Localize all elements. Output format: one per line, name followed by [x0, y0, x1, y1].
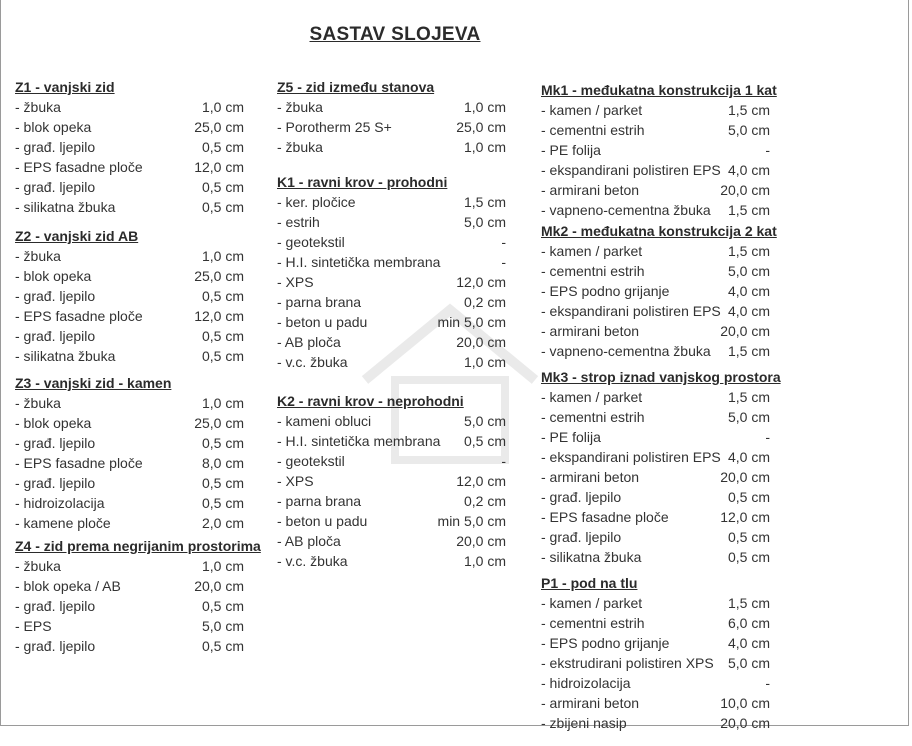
layer-row — [277, 471, 506, 491]
layer-row — [277, 451, 506, 471]
layer-thickness: 0,5 cm — [201, 475, 244, 491]
layer-thickness: - — [765, 675, 770, 691]
layer-row — [15, 433, 244, 453]
layer-material: - kamen / parket — [541, 102, 643, 118]
layer-thickness: 1,5 cm — [727, 202, 770, 218]
layer-thickness: 0,5 cm — [201, 598, 244, 614]
layer-thickness: 25,0 cm — [194, 415, 244, 431]
layer-thickness: 0,5 cm — [463, 433, 506, 449]
layer-material: - kamen / parket — [541, 389, 643, 405]
layer-row — [15, 346, 244, 366]
layer-thickness: 12,0 cm — [194, 308, 244, 324]
page-title: SASTAV SLOJEVA — [309, 24, 481, 45]
section-title: K1 - ravni krov - prohodni — [277, 174, 448, 190]
layer-row — [541, 653, 770, 673]
layer-row — [541, 693, 770, 713]
layer-row — [541, 180, 770, 200]
layer-section — [15, 227, 244, 366]
layer-row — [15, 556, 244, 576]
layer-material: - blok opeka — [15, 119, 92, 135]
layer-material: - kamene ploče — [15, 515, 111, 531]
layer-row — [541, 261, 770, 281]
layer-row — [541, 427, 770, 447]
layer-row — [277, 491, 506, 511]
layer-thickness: 20,0 cm — [720, 182, 770, 198]
layer-thickness: - — [765, 429, 770, 445]
layer-thickness: 1,0 cm — [463, 553, 506, 569]
layer-thickness: 4,0 cm — [727, 303, 770, 319]
layer-row — [277, 511, 506, 531]
layer-material: - v.c. žbuka — [277, 553, 348, 569]
layer-row — [15, 177, 244, 197]
layer-thickness: 6,0 cm — [727, 615, 770, 631]
layer-section — [541, 81, 777, 220]
layer-thickness: 0,5 cm — [201, 435, 244, 451]
layer-material: - armirani beton — [541, 695, 640, 711]
layer-material: - hidroizolacija — [15, 495, 105, 511]
layer-thickness: 1,0 cm — [201, 558, 244, 574]
layer-material: - EPS — [15, 618, 52, 634]
layer-row — [15, 306, 244, 326]
layer-material: - armirani beton — [541, 323, 640, 339]
layer-material: - geotekstil — [277, 234, 345, 250]
section-title: Z1 - vanjski zid — [15, 79, 115, 95]
layer-row — [277, 551, 506, 571]
layer-material: - armirani beton — [541, 182, 640, 198]
layer-row — [15, 137, 244, 157]
layer-row — [541, 387, 770, 407]
layer-row — [15, 513, 244, 533]
layer-material: - silikatna žbuka — [541, 549, 642, 565]
layer-material: - zbijeni nasip — [541, 715, 627, 731]
layer-row — [541, 527, 770, 547]
layer-row — [541, 487, 770, 507]
layer-row — [15, 97, 244, 117]
layer-material: - građ. ljepilo — [15, 435, 96, 451]
layer-thickness: 0,5 cm — [201, 348, 244, 364]
layer-thickness: 1,0 cm — [463, 99, 506, 115]
layer-row — [541, 321, 770, 341]
layer-row — [277, 212, 506, 232]
layer-thickness: 12,0 cm — [194, 159, 244, 175]
layer-thickness: 20,0 cm — [720, 715, 770, 731]
layer-material: - beton u padu — [277, 513, 368, 529]
layer-thickness: 0,2 cm — [463, 294, 506, 310]
layer-thickness: 0,5 cm — [201, 199, 244, 215]
layer-row — [541, 341, 770, 361]
layer-thickness: 1,5 cm — [727, 243, 770, 259]
layer-thickness: 0,5 cm — [201, 638, 244, 654]
layer-material: - građ. ljepilo — [15, 475, 96, 491]
layer-row — [541, 407, 770, 427]
layer-thickness: - — [501, 234, 506, 250]
layer-material: - građ. ljepilo — [15, 598, 96, 614]
layer-row — [15, 616, 244, 636]
layer-material: - žbuka — [15, 99, 61, 115]
layer-material: - vapneno-cementna žbuka — [541, 343, 711, 359]
layer-thickness: 5,0 cm — [463, 214, 506, 230]
layer-thickness: 1,5 cm — [727, 389, 770, 405]
layer-material: - ekspandirani polistiren EPS — [541, 449, 721, 465]
layer-row — [277, 312, 506, 332]
layer-thickness: 5,0 cm — [201, 618, 244, 634]
section-title: P1 - pod na tlu — [541, 575, 638, 591]
layer-material: - hidroizolacija — [541, 675, 631, 691]
layer-thickness: 0,5 cm — [201, 139, 244, 155]
layer-material: - kamen / parket — [541, 243, 643, 259]
layer-row — [277, 332, 506, 352]
layer-material: - žbuka — [15, 248, 61, 264]
layer-material: - silikatna žbuka — [15, 348, 116, 364]
layer-thickness: 20,0 cm — [720, 323, 770, 339]
layer-thickness: 4,0 cm — [727, 283, 770, 299]
layer-row — [15, 246, 244, 266]
layer-thickness: 0,2 cm — [463, 493, 506, 509]
layer-material: - silikatna žbuka — [15, 199, 116, 215]
section-title: Mk2 - međukatna konstrukcija 2 kat — [541, 223, 777, 239]
layer-material: - žbuka — [15, 558, 61, 574]
layer-section — [277, 78, 506, 157]
layer-section — [277, 173, 506, 372]
layer-material: - kamen / parket — [541, 595, 643, 611]
layer-row — [277, 137, 506, 157]
section-title: Z2 - vanjski zid AB — [15, 228, 139, 244]
layer-row — [541, 633, 770, 653]
layer-material: - kameni obluci — [277, 413, 372, 429]
layer-row — [541, 467, 770, 487]
layer-row — [541, 200, 770, 220]
layer-material: - armirani beton — [541, 469, 640, 485]
layer-thickness: 5,0 cm — [727, 409, 770, 425]
layer-row — [541, 447, 770, 467]
layer-material: - cementni estrih — [541, 263, 645, 279]
section-title: Z3 - vanjski zid - kamen — [15, 375, 172, 391]
layer-row — [15, 636, 244, 656]
layer-thickness: 8,0 cm — [201, 455, 244, 471]
layer-row — [277, 192, 506, 212]
layer-row — [15, 576, 244, 596]
layer-row — [277, 531, 506, 551]
layer-material: - građ. ljepilo — [15, 139, 96, 155]
layer-row — [541, 613, 770, 633]
layer-section — [15, 78, 244, 217]
layer-thickness: 0,5 cm — [201, 328, 244, 344]
layer-material: - parna brana — [277, 493, 362, 509]
layer-thickness: 4,0 cm — [727, 162, 770, 178]
layer-material: - EPS fasadne ploče — [15, 455, 143, 471]
layer-row — [15, 413, 244, 433]
layer-thickness: - — [501, 254, 506, 270]
layer-thickness: 1,0 cm — [463, 139, 506, 155]
layer-thickness: min 5,0 cm — [437, 513, 506, 529]
layer-thickness: 20,0 cm — [456, 533, 506, 549]
layer-material: - PE folija — [541, 429, 601, 445]
layer-thickness: 25,0 cm — [194, 268, 244, 284]
layer-row — [15, 393, 244, 413]
layer-row — [541, 160, 770, 180]
section-title: Z4 - zid prema negrijanim prostorima — [15, 538, 261, 554]
layer-material: - H.I. sintetička membrana — [277, 254, 441, 270]
layer-material: - XPS — [277, 473, 314, 489]
layer-section — [541, 368, 781, 567]
layer-material: - građ. ljepilo — [15, 638, 96, 654]
layer-row — [15, 197, 244, 217]
layer-thickness: - — [765, 142, 770, 158]
layer-material: - H.I. sintetička membrana — [277, 433, 441, 449]
layer-material: - Porotherm 25 S+ — [277, 119, 392, 135]
layer-thickness: 1,0 cm — [463, 354, 506, 370]
layer-material: - AB ploča — [277, 334, 341, 350]
layer-material: - ekspandirani polistiren EPS — [541, 303, 721, 319]
layer-material: - estrih — [277, 214, 320, 230]
layer-thickness: 25,0 cm — [194, 119, 244, 135]
layer-row — [541, 547, 770, 567]
layer-thickness: 0,5 cm — [201, 288, 244, 304]
layer-material: - EPS fasadne ploče — [15, 159, 143, 175]
layer-thickness: 12,0 cm — [720, 509, 770, 525]
layer-material: - blok opeka — [15, 415, 92, 431]
layer-row — [277, 232, 506, 252]
layer-material: - ekspandirani polistiren EPS — [541, 162, 721, 178]
layer-row — [15, 473, 244, 493]
section-title: K2 - ravni krov - neprohodni — [277, 393, 464, 409]
layer-section — [541, 222, 777, 361]
layer-thickness: 20,0 cm — [720, 469, 770, 485]
layer-material: - građ. ljepilo — [541, 529, 622, 545]
layer-row — [541, 140, 770, 160]
layer-row — [15, 596, 244, 616]
layer-material: - vapneno-cementna žbuka — [541, 202, 711, 218]
layer-thickness: 2,0 cm — [201, 515, 244, 531]
layer-row — [541, 593, 770, 613]
layer-material: - EPS fasadne ploče — [541, 509, 669, 525]
layer-row — [541, 241, 770, 261]
layer-thickness: 1,5 cm — [727, 102, 770, 118]
layer-section — [15, 537, 261, 656]
layer-row — [541, 673, 770, 693]
layer-material: - građ. ljepilo — [15, 179, 96, 195]
layer-material: - XPS — [277, 274, 314, 290]
layer-material: - cementni estrih — [541, 409, 645, 425]
layer-row — [277, 97, 506, 117]
layer-row — [541, 281, 770, 301]
layer-thickness: 10,0 cm — [720, 695, 770, 711]
layer-material: - EPS podno grijanje — [541, 283, 670, 299]
layer-row — [15, 266, 244, 286]
layer-material: - ekstrudirani polistiren XPS — [541, 655, 714, 671]
layer-thickness: 5,0 cm — [463, 413, 506, 429]
layer-material: - PE folija — [541, 142, 601, 158]
layer-section — [15, 374, 244, 533]
layer-row — [277, 272, 506, 292]
layer-material: - žbuka — [277, 139, 323, 155]
layer-material: - građ. ljepilo — [15, 328, 96, 344]
layer-row — [277, 431, 506, 451]
layer-thickness: 0,5 cm — [727, 489, 770, 505]
layer-row — [541, 100, 770, 120]
layer-row — [15, 286, 244, 306]
layer-thickness: 0,5 cm — [727, 529, 770, 545]
layer-material: - žbuka — [15, 395, 61, 411]
layer-material: - žbuka — [277, 99, 323, 115]
layer-row — [277, 292, 506, 312]
layer-row — [277, 411, 506, 431]
layer-row — [541, 301, 770, 321]
layer-thickness: 0,5 cm — [201, 179, 244, 195]
layer-material: - beton u padu — [277, 314, 368, 330]
layer-material: - blok opeka / AB — [15, 578, 121, 594]
layer-row — [15, 453, 244, 473]
layer-thickness: 25,0 cm — [456, 119, 506, 135]
layer-thickness: 1,5 cm — [727, 595, 770, 611]
layer-row — [541, 713, 770, 733]
layer-material: - EPS podno grijanje — [541, 635, 670, 651]
layer-thickness: 0,5 cm — [201, 495, 244, 511]
layer-thickness: 20,0 cm — [456, 334, 506, 350]
layer-row — [541, 507, 770, 527]
layer-material: - građ. ljepilo — [15, 288, 96, 304]
layer-thickness: 4,0 cm — [727, 449, 770, 465]
layer-thickness: 12,0 cm — [456, 473, 506, 489]
layer-thickness: 1,5 cm — [463, 194, 506, 210]
layer-thickness: 12,0 cm — [456, 274, 506, 290]
section-title: Mk1 - međukatna konstrukcija 1 kat — [541, 82, 777, 98]
layer-thickness: min 5,0 cm — [437, 314, 506, 330]
layer-material: - cementni estrih — [541, 122, 645, 138]
layer-row — [15, 157, 244, 177]
layer-row — [277, 252, 506, 272]
layer-material: - v.c. žbuka — [277, 354, 348, 370]
layer-thickness: 1,0 cm — [201, 395, 244, 411]
layer-thickness: 1,5 cm — [727, 343, 770, 359]
layer-thickness: 5,0 cm — [727, 263, 770, 279]
layer-material: - EPS fasadne ploče — [15, 308, 143, 324]
layer-material: - geotekstil — [277, 453, 345, 469]
section-title: Mk3 - strop iznad vanjskog prostora — [541, 369, 781, 385]
layer-row — [15, 117, 244, 137]
layer-material: - ker. pločice — [277, 194, 356, 210]
layer-row — [277, 117, 506, 137]
layer-material: - parna brana — [277, 294, 362, 310]
layer-row — [541, 120, 770, 140]
layer-section — [277, 392, 506, 571]
layer-thickness: 1,0 cm — [201, 99, 244, 115]
layer-thickness: 20,0 cm — [194, 578, 244, 594]
layer-thickness: 1,0 cm — [201, 248, 244, 264]
layer-material: - AB ploča — [277, 533, 341, 549]
layer-thickness: 5,0 cm — [727, 122, 770, 138]
layer-row — [15, 493, 244, 513]
layer-row — [277, 352, 506, 372]
layer-thickness: 4,0 cm — [727, 635, 770, 651]
layer-thickness: - — [501, 453, 506, 469]
layer-material: - cementni estrih — [541, 615, 645, 631]
layer-thickness: 5,0 cm — [727, 655, 770, 671]
layer-row — [15, 326, 244, 346]
layer-material: - građ. ljepilo — [541, 489, 622, 505]
layer-section — [541, 574, 770, 733]
section-title: Z5 - zid između stanova — [277, 79, 435, 95]
layer-thickness: 0,5 cm — [727, 549, 770, 565]
layer-material: - blok opeka — [15, 268, 92, 284]
